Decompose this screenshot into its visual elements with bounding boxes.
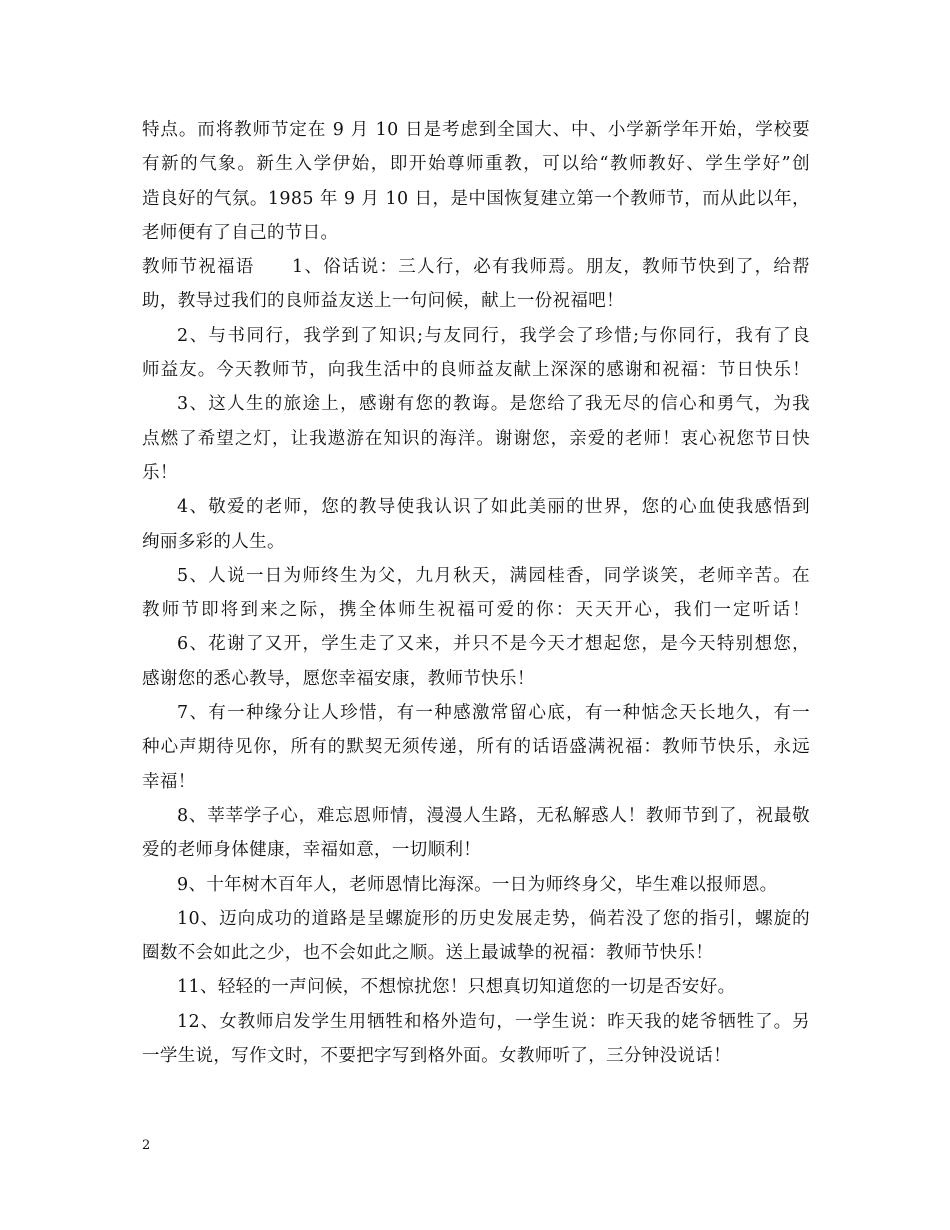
text-line: 感谢您的悉心教导，愿您幸福安康，教师节快乐！ bbox=[142, 668, 535, 689]
text-line: 种心声期待见你，所有的默契无须传递，所有的话语盛满祝福：教师节快乐，永远 bbox=[142, 737, 810, 758]
text-line: 绚丽多彩的人生。 bbox=[142, 531, 285, 552]
text-line: 圈数不会如此之少，也不会如此之顺。送上最诚挚的祝福：教师节快乐！ bbox=[142, 943, 714, 964]
list-item-line: 9、十年树木百年人，老师恩情比海深。一日为师终身父，毕生难以报师恩。 bbox=[177, 874, 778, 895]
text-line: 爱的老师身体健康，幸福如意，一切顺利！ bbox=[142, 840, 482, 861]
page-number: 2 bbox=[142, 1138, 151, 1153]
list-item-line: 11、轻轻的一声问候，不想惊扰您！只想真切知道您的一切是否安好。 bbox=[177, 977, 736, 998]
text-line: 有新的气象。新生入学伊始，即开始尊师重教，可以给“教师教好、学生学好”创 bbox=[142, 154, 810, 175]
list-item-line: 2、与书同行，我学到了知识;与友同行，我学会了珍惜;与你同行，我有了良 bbox=[177, 325, 810, 346]
list-item-line: 10、迈向成功的道路是呈螺旋形的历史发展走势，倘若没了您的指引，螺旋的 bbox=[177, 908, 810, 929]
list-item-line: 8、莘莘学子心，难忘恩师情，漫漫人生路，无私解惑人！教师节到了，祝最敬 bbox=[177, 805, 810, 826]
text-line: 师益友。今天教师节，向我生活中的良师益友献上深深的感谢和祝福：节日快乐！ bbox=[142, 360, 810, 381]
text-line: 点燃了希望之灯，让我遨游在知识的海洋。谢谢您，亲爱的老师！衷心祝您节日快 bbox=[142, 428, 810, 449]
text-line: 一学生说，写作文时，不要把字写到格外面。女教师听了，三分钟没说话！ bbox=[142, 1046, 732, 1067]
text-line: 助，教导过我们的良师益友送上一句问候，献上一份祝福吧！ bbox=[142, 291, 624, 312]
list-item-line: 3、这人生的旅途上，感谢有您的教诲。是您给了我无尽的信心和勇气，为我 bbox=[177, 394, 810, 415]
list-item-line: 5、人说一日为师终生为父，九月秋天，满园桂香，同学谈笑，老师辛苦。在 bbox=[177, 565, 810, 586]
text-line: 老师便有了自己的节日。 bbox=[142, 222, 339, 243]
text-line: 造良好的气氛。1985 年 9 月 10 日，是中国恢复建立第一个教师节，而从此以年， bbox=[142, 188, 810, 209]
list-item-line: 4、敬爱的老师，您的教导使我认识了如此美丽的世界，您的心血使我感悟到 bbox=[177, 497, 810, 518]
text-line: 幸福！ bbox=[142, 771, 196, 792]
text-line: 特点。而将教师节定在 9 月 10 日是考虑到全国大、中、小学新学年开始，学校要 bbox=[142, 120, 810, 140]
section-heading-line: 教师节祝福语 1、俗话说：三人行，必有我师焉。朋友，教师节快到了，给帮 bbox=[142, 257, 810, 278]
text-line: 乐！ bbox=[142, 462, 178, 483]
list-item-line: 12、女教师启发学生用牺牲和格外造句，一学生说：昨天我的姥爷牺牲了。另 bbox=[177, 1011, 810, 1032]
text-line: 教师节即将到来之际，携全体师生祝福可爱的你：天天开心，我们一定听话！ bbox=[142, 600, 810, 621]
document-body bbox=[142, 113, 810, 1073]
list-item-line: 7、有一种缘分让人珍惜，有一种感激常留心底，有一种惦念天长地久，有一 bbox=[177, 703, 810, 724]
list-item-line: 6、花谢了又开，学生走了又来，并只不是今天才想起您，是今天特别想您， bbox=[177, 634, 810, 655]
